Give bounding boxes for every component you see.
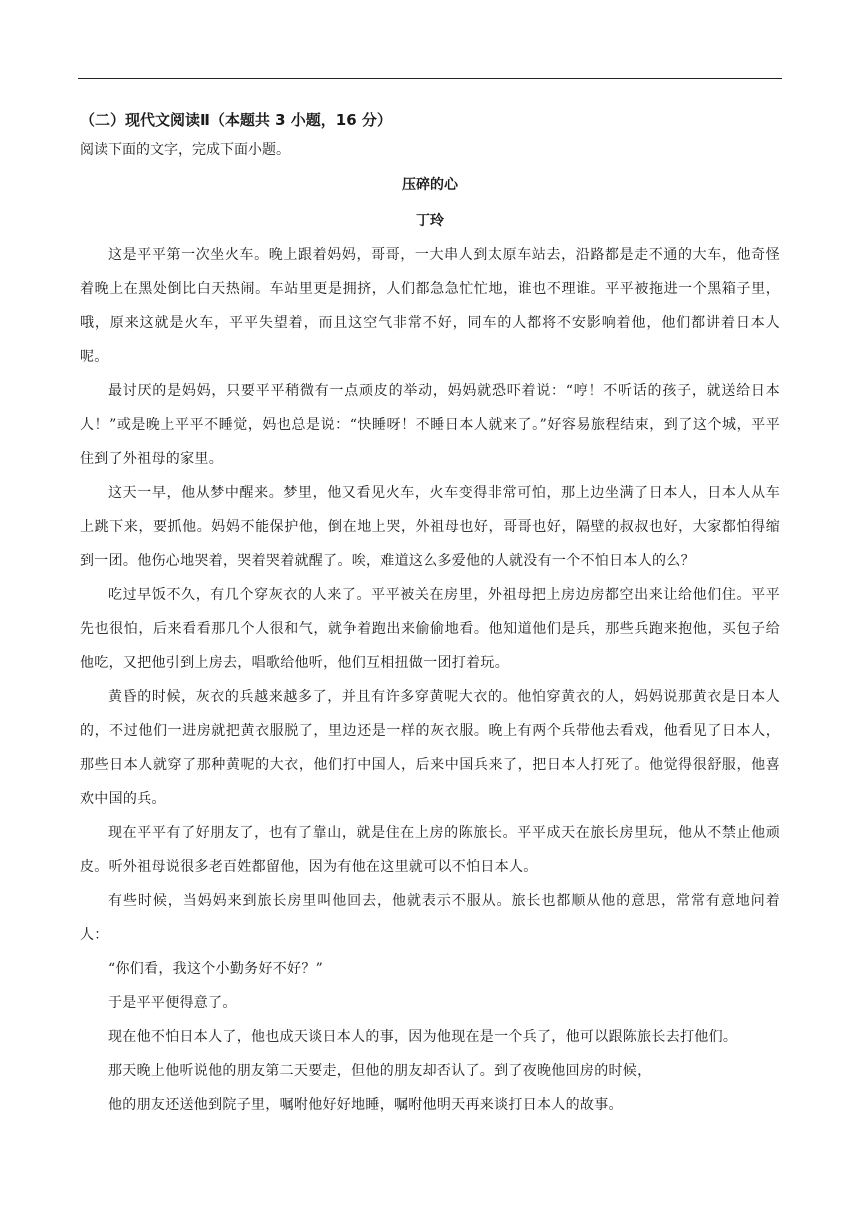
paragraph: 他的朋友还送他到院子里，嘱咐他好好地睡，嘱咐他明天再来谈打日本人的故事。 (108, 1097, 623, 1113)
section-heading: （二）现代文阅读Ⅱ（本题共 3 小题，16 分） (80, 111, 392, 129)
paragraph: 吃过早饭不久，有几个穿灰衣的人来了。平平被关在房里，外祖母把上房边房都空出来让给他们住。平平先也很怕，后来看看那几个人很和气，就争着跑出来偷偷地看。他知道他们是兵，那些兵跑来抱他，买包子给他吃，又把他引到上房去，唱歌给他听，他们互相扭做一团打着玩。 (80, 587, 780, 671)
paragraph: 最讨厌的是妈妈，只要平平稍微有一点顽皮的举动，妈妈就恐吓着说：“哼！不听话的孩子，就送给日本人！”或是晚上平平不睡觉，妈也总是说：“快睡呀！不睡日本人就来了。”好容易旅程结束，到了这个城，平平住到了外祖母的家里。 (80, 383, 780, 467)
paragraph: 于是平平便得意了。 (108, 995, 237, 1011)
instruction-text: 阅读下面的文字，完成下面小题。 (80, 142, 290, 158)
paragraph: 现在平平有了好朋友了，也有了靠山，就是住在上房的陈旅长。平平成天在旅长房里玩，他从不禁止他顽皮。听外祖母说很多老百姓都留他，因为有他在这里就可以不怕日本人。 (80, 825, 780, 875)
paragraph: “你们看，我这个小勤务好不好？” (108, 961, 324, 977)
header-rule (78, 78, 782, 79)
paragraph: 这是平平第一次坐火车。晚上跟着妈妈，哥哥，一大串人到太原车站去，沿路都是走不通的大车，他奇怪着晚上在黑处倒比白天热闹。车站里更是拥挤，人们都急急忙忙地，谁也不理谁。平平被拖进一个黑箱子里，哦，原来这就是火车，平平失望着，而且这空气非常不好，同车的人都将不安影响着他，他们都讲着日本人呢。 (80, 247, 780, 365)
paragraph: 黄昏的时候，灰衣的兵越来越多了，并且有许多穿黄呢大衣的。他怕穿黄衣的人，妈妈说那黄衣是日本人的，不过他们一进房就把黄衣服脱了，里边还是一样的灰衣服。晚上有两个兵带他去看戏，他看见了日本人，那些日本人就穿了那种黄呢的大衣，他们打中国人，后来中国兵来了，把日本人打死了。他觉得很舒服，他喜欢中国的兵。 (80, 689, 780, 807)
article-author: 丁玲 (416, 213, 444, 229)
paragraph: 这天一早，他从梦中醒来。梦里，他又看见火车，火车变得非常可怕，那上边坐满了日本人，日本人从车上跳下来，要抓他。妈妈不能保护他，倒在地上哭，外祖母也好，哥哥也好，隔壁的叔叔也好，大家都怕得缩到一团。他伤心地哭着，哭着哭着就醒了。唉，难道这么多爱他的人就没有一个不怕日本人的么？ (80, 485, 780, 569)
paragraph: 有些时候，当妈妈来到旅长房里叫他回去，他就表示不服从。旅长也都顺从他的意思，常常有意地问着人： (80, 893, 780, 943)
article-title: 压碎的心 (402, 177, 458, 193)
content-area (80, 106, 780, 1122)
paragraph: 那天晚上他听说他的朋友第二天要走，但他的朋友却否认了。到了夜晚他回房的时候， (108, 1063, 652, 1079)
paragraph: 现在他不怕日本人了，他也成天谈日本人的事，因为他现在是一个兵了，他可以跟陈旅长去打他们。 (108, 1029, 738, 1045)
